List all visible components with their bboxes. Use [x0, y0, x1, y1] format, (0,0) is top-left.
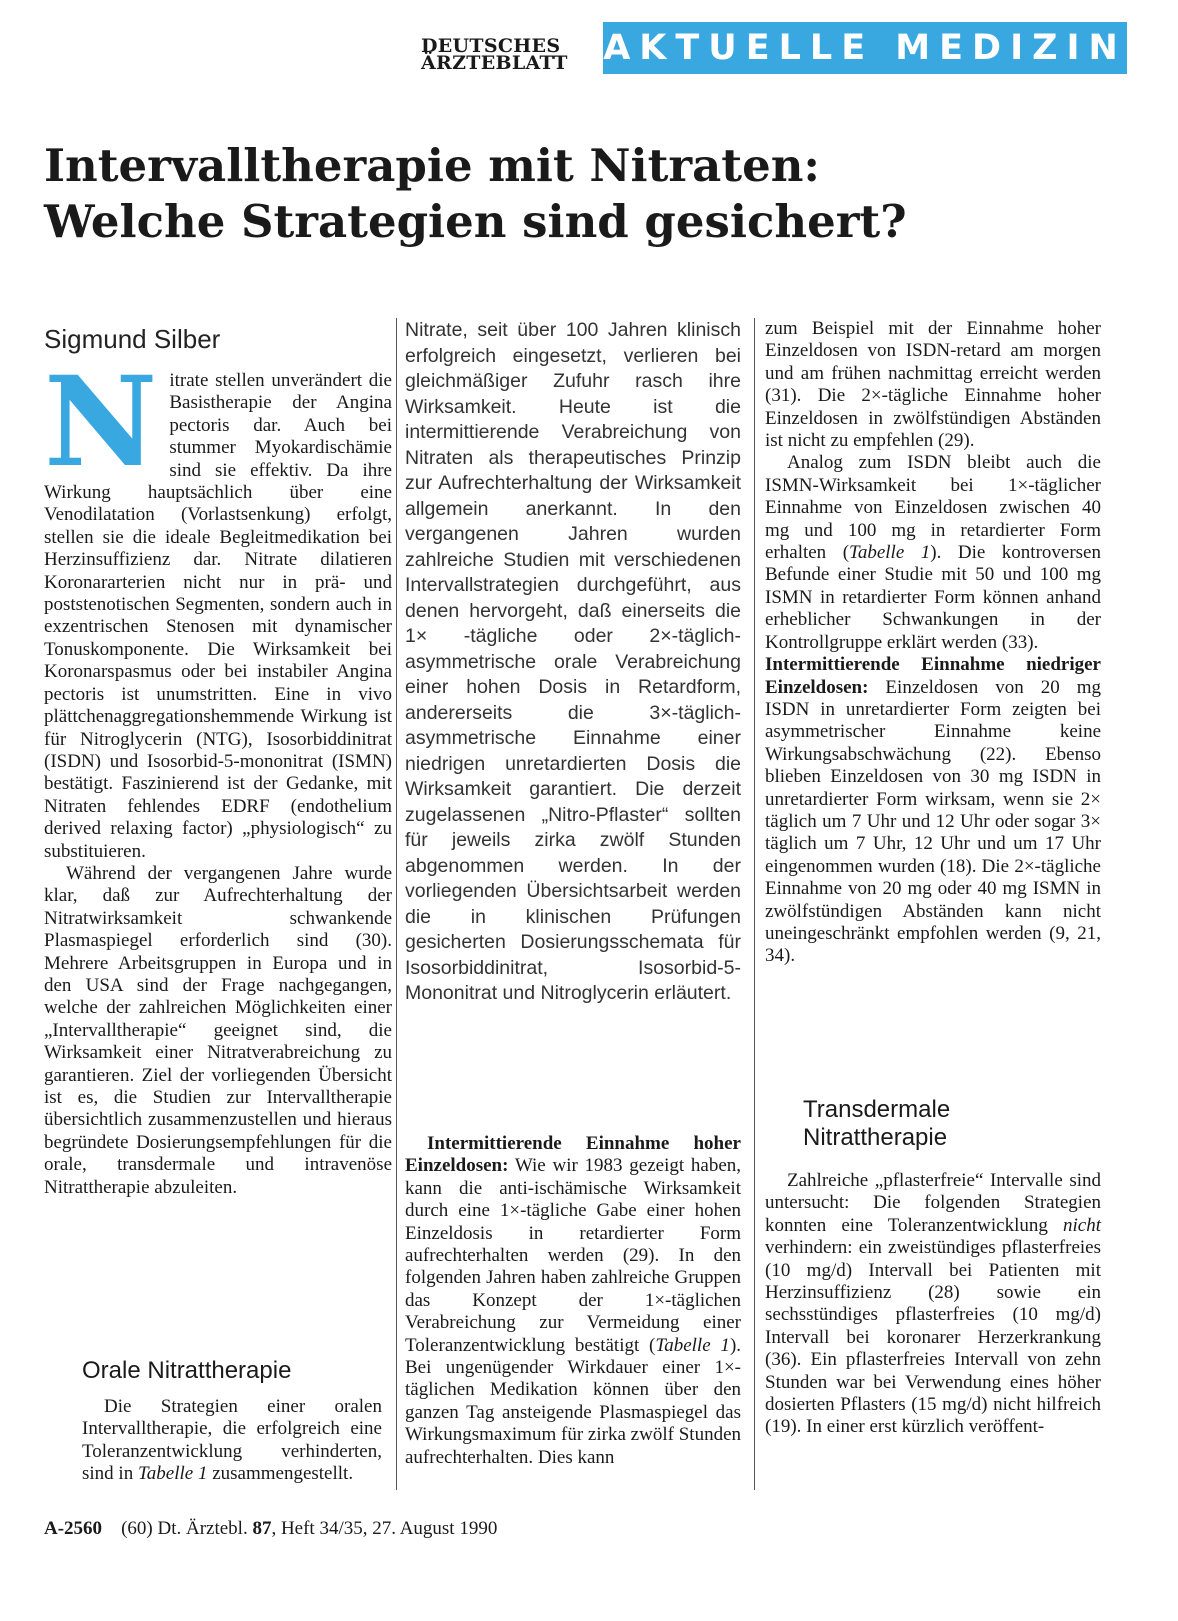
title-line-2: Welche Strategien sind gesichert? — [44, 195, 907, 248]
column-rule-2 — [754, 318, 755, 1490]
column-1 — [44, 350, 392, 1199]
paragraph-intro: itrate stellen unverändert die Basistherapie der Angina pectoris dar. Auch bei stummer Myokardischämie sind sie effektiv. Da ihre Wirkung hauptsächlich über eine Venodilatation (Vorlastsenkung) erfolgt, stellen sie die ideale Begleitmedikation bei Herzinsuffizienz dar. Nitrate dilatieren Koronararterien nicht nur in prä- und poststenotischen Segmenten, sondern auch in exzentrischen Stenosen mit dynamischer Tonuskomponente. Die Wirksamkeit bei Koronarspasmus oder bei instabiler Angina pectoris ist unumstritten. Eine in vivo plättchenaggregationshemmende Wirkung ist für Nitroglycerin (NTG), Isosorbiddinitrat (ISDN) und Isosorbid-5-mononitrat (ISMN) bestätigt. Faszinierend ist der Gedanke, mit Nitraten fehlendes EDRF (endothelium derived relaxing factor) „physiologisch“ zu substituieren. — [44, 370, 392, 862]
paragraph-transdermal: Zahlreiche „pflasterfreie“ Intervalle sind untersucht: Die folgenden Strategien konnten eine Toleranzentwicklung nicht verhindern: ein zweistündiges pflasterfreies (10 mg/d) Intervall bei Patienten mit Herzinsuffizienz (28) sowie ein sechsstündiges pflasterfreies (10 mg/d) Intervall bei koronarer Herzerkrankung (36). Ein pflasterfreies Intervall von zehn Stunden war bei Verwendung eines höher dosierten Pflasters (15 mg/d) nicht hilfreich (19). In einer erst kürzlich veröffent- — [765, 1170, 1101, 1438]
subheading-oral: Orale Nitrattherapie — [82, 1357, 292, 1384]
subheading-transdermal: Transdermale Nitrattherapie — [803, 1096, 951, 1151]
logo-line-1: DEUTSCHES — [421, 35, 561, 57]
column-3 — [765, 318, 1101, 968]
drop-cap: N — [44, 350, 158, 495]
paragraph-low-dose: Intermittierende Einnahme niedriger Einzeldosen: Einzeldosen von 20 mg ISDN in unretardierter Form zeigten bei asymmetrischer Einnahme keine Wirkungsabschwächung (22). Ebenso blieben Einzeldosen von 30 mg ISDN in unretardierter Form wirksam, wenn sie 2× täglich um 7 Uhr und 12 Uhr oder sogar 3× täglich um 7 Uhr, 12 Uhr und um 17 Uhr eingenommen wurden (18). Die 2×-tägliche Einnahme von 20 mg oder 40 mg ISMN in zwölfstündigen Abständen kann nicht uneingeschränkt empfohlen werden (9, 21, 34). — [765, 654, 1101, 967]
section-banner: AKTUELLE MEDIZIN — [603, 22, 1127, 74]
run-in-heading: Intermittierende Einnahme hoher Einzeldosen: — [405, 1133, 741, 1177]
paragraph-summary: Nitrate, seit über 100 Jahren klinisch erfolgreich eingesetzt, verlieren bei gleichmäßiger Zufuhr rasch ihre Wirksamkeit. Heute ist die intermittierende Verabreichung von Nitraten als therapeutisches Prinzip zur Aufrechterhaltung der Wirksamkeit allgemein anerkannt. In den vergangenen Jahren wurden zahlreiche Studien mit verschiedenen Intervallstrategien durchgeführt, aus denen hervorgeht, daß einerseits die 1× -tägliche oder 2×-täglich-asymmetrische orale Verabreichung einer hohen Dosis in Retardform, andererseits die 3×-täglich-asymmetrische Einnahme einer niedrigen unretardierten Dosis die Wirksamkeit garantiert. Die derzeit zugelassenen „Nitro-Pflaster“ sollten für jeweils zirka zwölf Stunden abgenommen werden. In der vorliegenden Übersichtsarbeit werden die in klinischen Prüfungen gesicherten Dosierungsschemata für Isosorbiddinitrat, Isosorbid-5-Mononitrat und Nitroglycerin erläutert. — [405, 319, 741, 1004]
journal-abbrev: Dt. Ärztebl. — [157, 1518, 248, 1539]
paragraph-high-dose: Intermittierende Einnahme hoher Einzeldosen: Wie wir 1983 gezeigt haben, kann die anti-ischämische Wirksamkeit durch eine 1×-tägliche Gabe einer hohen Einzeldosis in retardierter Form aufrechterhalten werden (29). In den folgenden Jahren haben zahlreiche Gruppen das Konzept der 1×-täglichen Verabreichung zur Vermeidung einer Toleranzentwicklung bestätigt (Tabelle 1). Bei ungenügender Wirkdauer einer 1×-täglichen Medikation können über den ganzen Tag ansteigende Plasmaspiegel das Wirkungsmaximum für zirka zwölf Stunden aufrechterhalten. Dies kann — [405, 1133, 742, 1468]
table-ref: Tabelle 1 — [655, 1334, 730, 1356]
column-2-summary — [405, 318, 741, 1007]
paragraph-background: Während der vergangenen Jahre wurde klar, daß zur Aufrechterhaltung der Nitratwirksamkeit schwankende Plasmaspiegel erforderlich sind (30). Mehrere Arbeitsgruppen in Europa und in den USA sind der Frage nachgegangen, welche der zahlreichen Möglichkeiten einer „Intervalltherapie“ geeignet sind, die Wirksamkeit einer Nitratverabreichung zu garantieren. Ziel der vorliegenden Übersicht ist es, die Studien zur Intervalltherapie übersichtlich zusammenzustellen und hieraus begründete Dosierungsempfehlungen für die orale, transdermale und intravenöse Nitrattherapie abzuleiten. — [44, 862, 392, 1198]
issue-info: , Heft 34/35, 27. August 1990 — [271, 1518, 498, 1539]
column-1-oral — [82, 1396, 382, 1486]
paragraph-ismn: Analog zum ISDN bleibt auch die ISMN-Wirksamkeit bei 1×-täglicher Einnahme von Einzeldosen zwischen 40 mg und 100 mg in retardierter Form erhalten (Tabelle 1). Die kontroversen Befunde einer Studie mit 50 und 100 mg ISMN in retardierter Form können anhand erheblicher Schwankungen in der Kontrollgruppe erklärt werden (33). — [765, 452, 1101, 653]
paragraph-isdn: zum Beispiel mit der Einnahme hoher Einzeldosen von ISDN-retard am morgen und am frühen nachmittag erreicht werden (31). Die 2×-tägliche Einnahme hoher Einzeldosen in zwölfstündigen Abständen ist nicht zu empfehlen (29). — [765, 318, 1101, 452]
article-title — [44, 138, 1144, 250]
volume-number: 87 — [252, 1518, 272, 1539]
column-rule-1 — [396, 318, 397, 1490]
title-line-1: Intervalltherapie mit Nitraten: — [44, 139, 821, 192]
column-3-transdermal — [765, 1170, 1101, 1439]
table-ref: Tabelle 1 — [137, 1463, 208, 1485]
paragraph-oral: Die Strategien einer oralen Intervalltherapie, die erfolgreich eine Toleranzentwicklung verhinderten, sind in Tabelle 1 zusammengestellt. — [82, 1396, 382, 1485]
column-2-dosing — [405, 1133, 741, 1469]
page-footer — [44, 1518, 497, 1540]
journal-logo — [421, 35, 591, 74]
logo-line-2: ÄRZTEBLATT — [421, 52, 568, 74]
run-in-heading: Intermittierende Einnahme niedriger Einzeldosen: — [765, 654, 1101, 698]
page-code: A-2560 — [44, 1518, 103, 1539]
page-number: (60) — [121, 1518, 153, 1539]
table-ref: Tabelle 1 — [849, 542, 931, 564]
author-name: Sigmund Silber — [44, 324, 221, 354]
